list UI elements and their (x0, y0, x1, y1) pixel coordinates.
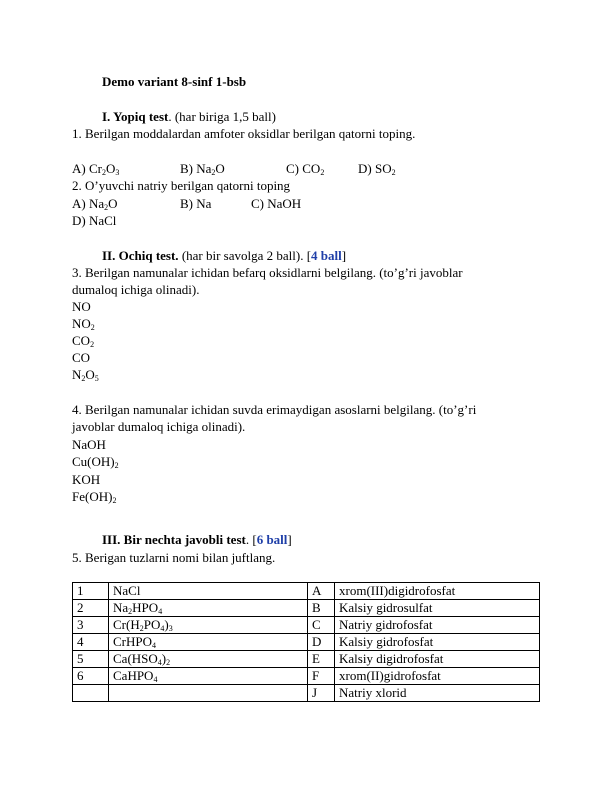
formula-subscript: 2 (112, 496, 117, 505)
option-prefix: A) (72, 196, 89, 211)
formula-part: CaHPO (113, 668, 154, 683)
formula-part: CO (72, 350, 91, 365)
formula-subscript: 2 (90, 340, 95, 349)
formula-subscript: 5 (94, 374, 99, 383)
section2-heading-line (102, 247, 346, 265)
formula-subscript: 2 (101, 168, 106, 177)
salt-name: Kalsiy gidrosulfat (335, 600, 540, 617)
q2-option-a (72, 195, 118, 213)
q3-item-no2 (72, 315, 95, 333)
formula-subscript: 2 (166, 658, 171, 667)
formula-subscript: 2 (114, 461, 119, 470)
formula-part: Cr(H (113, 617, 140, 632)
q4-item-naoh (72, 436, 106, 454)
formula-part: HPO (132, 600, 159, 615)
formula-part: Na (113, 600, 129, 615)
row-letter: B (308, 600, 335, 617)
q2-option-c: C) NaOH (251, 196, 302, 211)
formula-subscript: 2 (320, 168, 325, 177)
row-letter: D (308, 634, 335, 651)
formula-part: CrHPO (113, 634, 153, 649)
salt-formula (109, 668, 308, 685)
formula-part: SO (374, 161, 392, 176)
row-number: 5 (73, 651, 109, 668)
q4-item-feoh2 (72, 488, 116, 506)
section1-heading-line (102, 108, 276, 126)
formula-subscript: 4 (158, 607, 163, 616)
row-number: 1 (73, 583, 109, 600)
formula-part: ) (164, 617, 169, 632)
salt-name: xrom(II)gidrofosfat (335, 668, 540, 685)
q3-item-co (72, 349, 90, 367)
formula-part: Na (196, 161, 212, 176)
section3-heading-line (102, 531, 292, 549)
formula-part: Cr (88, 161, 102, 176)
formula-part: O (108, 196, 118, 211)
salt-name: Kalsiy digidrofosfat (335, 651, 540, 668)
formula-subscript: 2 (90, 323, 95, 332)
formula-part: Fe(OH) (72, 489, 113, 504)
q1-option-a (72, 160, 119, 178)
q3-item-no (72, 298, 91, 316)
formula-subscript: 2 (128, 607, 133, 616)
salt-name: xrom(III)digidrofosfat (335, 583, 540, 600)
question-3-text-line2: dumaloq ichiga olinadi). (72, 282, 200, 297)
salt-name: Natriy gidrofosfat (335, 617, 540, 634)
section3-note-end: ] (287, 532, 292, 547)
question-4-text-line1: 4. Berilgan namunalar ichidan suvda erimaydigan asoslarni belgilang. (to’g’ri (72, 402, 477, 417)
salt-formula (109, 600, 308, 617)
formula-subscript: 2 (139, 624, 144, 633)
formula-part: O (85, 367, 95, 382)
formula-part: CO (302, 161, 321, 176)
q2-option-b: B) Na (180, 196, 212, 211)
q1-option-b (180, 160, 225, 178)
row-letter: E (308, 651, 335, 668)
row-letter: J (308, 685, 335, 702)
formula-subscript: 4 (157, 658, 162, 667)
section2-note: (har bir savolga 2 ball). [ (178, 248, 312, 263)
formula-subscript: 2 (391, 168, 396, 177)
q4-item-koh (72, 471, 100, 489)
formula-subscript: 3 (168, 624, 173, 633)
formula-part: O (215, 161, 225, 176)
salt-formula (109, 651, 308, 668)
option-prefix: D) (358, 161, 375, 176)
salt-formula (109, 634, 308, 651)
q2-option-d: D) NaCl (72, 213, 117, 228)
formula-part: N (72, 367, 82, 382)
section3-note: . [ (245, 532, 257, 547)
formula-subscript: 3 (115, 168, 120, 177)
question-3-text-line1: 3. Berilgan namunalar ichidan befarq oksidlarni belgilang. (to’g’ri javoblar (72, 265, 463, 280)
row-number: 3 (73, 617, 109, 634)
formula-part: KOH (72, 472, 101, 487)
q4-item-cuoh2 (72, 453, 119, 471)
section2-points: 4 ball (311, 248, 342, 263)
row-number: 6 (73, 668, 109, 685)
question-2-text: 2. O’yuvchi natriy berilgan qatorni toping (72, 178, 291, 193)
section1-heading: I. Yopiq test (102, 109, 169, 124)
q3-item-co2 (72, 332, 94, 350)
formula-part: NO (72, 316, 91, 331)
section2-heading: II. Ochiq test. (102, 248, 179, 263)
row-letter: A (308, 583, 335, 600)
salt-formula (109, 617, 308, 634)
salt-name: Kalsiy gidrofosfat (335, 634, 540, 651)
option-prefix: A) (72, 161, 89, 176)
formula-part: ) (161, 651, 167, 666)
formula-part: Na (88, 196, 105, 211)
row-number (73, 685, 109, 702)
row-letter: F (308, 668, 335, 685)
matching-table (72, 582, 540, 702)
formula-part: NaCl (113, 583, 141, 598)
formula-part: Ca(HSO (113, 651, 158, 666)
formula-subscript: 2 (211, 168, 216, 177)
option-prefix: C) (286, 161, 303, 176)
formula-subscript: 2 (81, 374, 86, 383)
table-row (73, 668, 540, 685)
row-number: 2 (73, 600, 109, 617)
formula-subscript: 4 (160, 624, 165, 633)
table-row (73, 651, 540, 668)
row-number: 4 (73, 634, 109, 651)
section3-heading: III. Bir nechta javobli test (102, 532, 246, 547)
table-row (73, 685, 540, 702)
q3-item-n2o5 (72, 366, 99, 384)
option-prefix: B) (180, 161, 197, 176)
formula-part: O (105, 161, 116, 176)
salt-formula (109, 685, 308, 702)
salt-name: Natriy xlorid (335, 685, 540, 702)
table-row (73, 634, 540, 651)
salt-formula (109, 583, 308, 600)
table-row (73, 583, 540, 600)
section2-note-end: ] (341, 248, 347, 263)
formula-subscript: 2 (104, 203, 109, 212)
table-row (73, 617, 540, 634)
formula-part: CO (72, 333, 91, 348)
formula-subscript: 4 (152, 641, 157, 650)
formula-part: NaOH (72, 437, 106, 452)
section1-note: . (har biriga 1,5 ball) (168, 109, 276, 124)
question-4-text-line2: javoblar dumaloq ichiga olinadi). (72, 419, 246, 434)
row-letter: C (308, 617, 335, 634)
formula-part: NO (72, 299, 91, 314)
question-5-text: 5. Berigan tuzlarni nomi bilan juftlang. (72, 550, 276, 565)
formula-part: PO (143, 617, 161, 632)
section3-points: 6 ball (256, 532, 288, 547)
question-1-text: 1. Berilgan moddalardan amfoter oksidlar berilgan qatorni toping. (72, 126, 416, 141)
q1-option-c (286, 160, 324, 178)
formula-subscript: 4 (153, 675, 158, 684)
formula-part: Cu(OH) (72, 454, 115, 469)
page-title: Demo variant 8-sinf 1-bsb (102, 74, 247, 89)
table-row (73, 600, 540, 617)
q1-option-d (358, 160, 396, 178)
